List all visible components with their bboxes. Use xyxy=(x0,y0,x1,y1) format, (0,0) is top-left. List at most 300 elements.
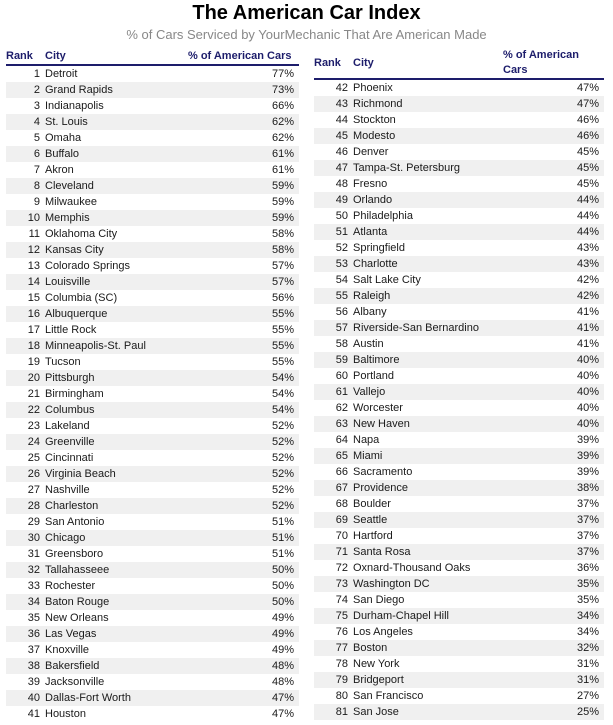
table-row xyxy=(6,210,299,226)
table-row xyxy=(6,386,299,402)
rank-cell: 48 xyxy=(335,178,348,190)
rank-cell: 37 xyxy=(27,644,40,656)
table-row xyxy=(314,528,604,544)
table-row xyxy=(6,114,299,130)
table-row xyxy=(314,272,604,288)
rank-cell: 33 xyxy=(27,580,40,592)
city-cell: Bakersfield xyxy=(45,658,188,674)
percent-cell: 39% xyxy=(503,448,604,464)
table-row xyxy=(314,160,604,176)
rank-cell: 40 xyxy=(6,690,45,706)
percent-cell: 44% xyxy=(503,224,604,240)
percent-cell: 54% xyxy=(271,388,294,400)
rank-cell: 4 xyxy=(6,114,45,130)
city-cell: Knoxville xyxy=(45,644,90,656)
percent-cell: 42% xyxy=(503,288,604,304)
table-row xyxy=(6,690,299,706)
rank-cell: 27 xyxy=(27,484,40,496)
table-row xyxy=(6,562,299,578)
city-cell: Riverside-San Bernardino xyxy=(353,320,503,336)
rank-cell: 51 xyxy=(314,224,353,240)
percent-cell: 40% xyxy=(503,384,604,400)
table-row xyxy=(6,418,299,434)
percent-cell: 45% xyxy=(503,160,604,176)
table-row xyxy=(314,400,604,416)
rank-cell: 18 xyxy=(6,338,45,354)
table-row xyxy=(6,338,299,354)
table-row xyxy=(314,640,604,656)
table-row xyxy=(6,306,299,322)
rank-cell: 10 xyxy=(6,210,45,226)
rank-cell: 62 xyxy=(335,402,348,414)
percent-cell: 43% xyxy=(576,242,599,254)
percent-cell: 31% xyxy=(576,658,599,670)
city-cell: Buffalo xyxy=(45,146,188,162)
ranking-table-left xyxy=(6,48,299,722)
table-row xyxy=(314,128,604,144)
rank-cell: 72 xyxy=(335,562,348,574)
rank-cell: 42 xyxy=(335,82,348,94)
city-cell: Los Angeles xyxy=(353,626,413,638)
city-cell: Pittsburgh xyxy=(45,370,188,386)
percent-cell: 50% xyxy=(271,580,294,592)
rank-cell: 3 xyxy=(33,100,40,112)
city-cell: Boston xyxy=(353,640,503,656)
rank-cell: 17 xyxy=(27,324,40,336)
percent-cell: 57% xyxy=(188,274,299,290)
table-row xyxy=(6,546,299,562)
table-row xyxy=(314,79,604,96)
percent-cell: 27% xyxy=(576,690,599,702)
city-cell: Vallejo xyxy=(353,384,503,400)
rank-cell: 23 xyxy=(27,420,40,432)
percent-cell: 47% xyxy=(271,708,294,720)
rank-cell: 76 xyxy=(335,626,348,638)
percent-cell: 52% xyxy=(271,484,294,496)
rank-cell: 52 xyxy=(335,242,348,254)
percent-cell: 46% xyxy=(503,128,604,144)
table-row xyxy=(6,98,299,114)
percent-cell: 35% xyxy=(503,576,604,592)
city-cell: Orlando xyxy=(353,192,503,208)
table-row xyxy=(314,656,604,672)
city-cell: Indianapolis xyxy=(45,100,104,112)
table-row xyxy=(314,112,604,128)
table-row xyxy=(6,594,299,610)
city-cell: Oxnard-Thousand Oaks xyxy=(353,562,471,574)
table-row xyxy=(6,258,299,274)
table-row xyxy=(314,560,604,576)
percent-cell: 50% xyxy=(188,594,299,610)
rank-cell: 66 xyxy=(335,466,348,478)
rank-cell: 35 xyxy=(27,612,40,624)
percent-cell: 49% xyxy=(271,644,294,656)
percent-cell: 37% xyxy=(576,498,599,510)
rank-cell: 69 xyxy=(314,512,353,528)
city-cell: Greenville xyxy=(45,434,188,450)
percent-cell: 38% xyxy=(503,480,604,496)
percent-cell: 58% xyxy=(271,228,294,240)
city-cell: Durham-Chapel Hill xyxy=(353,608,503,624)
rank-cell: 57 xyxy=(314,320,353,336)
rank-cell: 15 xyxy=(27,292,40,304)
percent-cell: 54% xyxy=(188,370,299,386)
city-cell: Nashville xyxy=(45,484,90,496)
rank-cell: 47 xyxy=(314,160,353,176)
rank-cell: 59 xyxy=(314,352,353,368)
table-row xyxy=(314,688,604,704)
city-cell: Worcester xyxy=(353,402,403,414)
percent-cell: 55% xyxy=(188,338,299,354)
table-row xyxy=(314,240,604,256)
city-cell: Chicago xyxy=(45,530,188,546)
percent-cell: 77% xyxy=(271,68,294,80)
table-row xyxy=(6,530,299,546)
percent-cell: 61% xyxy=(188,146,299,162)
rank-cell: 9 xyxy=(33,196,40,208)
city-cell: Kansas City xyxy=(45,242,188,258)
percent-cell: 43% xyxy=(503,256,604,272)
city-column-header: City xyxy=(45,48,188,65)
table-row xyxy=(6,146,299,162)
city-cell: Milwaukee xyxy=(45,196,97,208)
city-cell: Tampa-St. Petersburg xyxy=(353,160,503,176)
city-cell: Colorado Springs xyxy=(45,260,130,272)
table-row xyxy=(314,288,604,304)
percent-cell: 37% xyxy=(576,530,599,542)
percent-cell: 59% xyxy=(188,210,299,226)
percent-cell: 47% xyxy=(503,96,604,112)
percent-cell: 59% xyxy=(188,178,299,194)
rank-cell: 44 xyxy=(335,114,348,126)
percent-cell: 40% xyxy=(576,370,599,382)
percent-cell: 40% xyxy=(503,416,604,432)
table-row xyxy=(314,208,604,224)
city-cell: Louisville xyxy=(45,274,188,290)
percent-cell: 73% xyxy=(188,82,299,98)
city-cell: Austin xyxy=(353,338,384,350)
rank-cell: 38 xyxy=(6,658,45,674)
table-row xyxy=(6,274,299,290)
percent-cell: 37% xyxy=(503,512,604,528)
table-row xyxy=(314,96,604,112)
city-cell: Bridgeport xyxy=(353,672,503,688)
percent-cell: 40% xyxy=(503,352,604,368)
percent-cell: 51% xyxy=(271,548,294,560)
table-row xyxy=(6,706,299,722)
table-row xyxy=(6,322,299,338)
city-cell: Washington DC xyxy=(353,576,503,592)
city-cell: Charleston xyxy=(45,498,188,514)
rank-cell: 25 xyxy=(27,452,40,464)
percent-cell: 45% xyxy=(576,146,599,158)
table-row xyxy=(6,610,299,626)
percent-cell: 47% xyxy=(188,690,299,706)
percent-cell: 66% xyxy=(271,100,294,112)
percent-cell: 31% xyxy=(503,672,604,688)
percent-cell: 39% xyxy=(576,466,599,478)
table-row xyxy=(6,482,299,498)
table-row xyxy=(314,256,604,272)
rank-cell: 74 xyxy=(335,594,348,606)
table-row xyxy=(314,224,604,240)
city-cell: Oklahoma City xyxy=(45,228,118,240)
rank-cell: 70 xyxy=(335,530,348,542)
city-cell: Detroit xyxy=(45,68,78,80)
rank-column-header: Rank xyxy=(6,48,45,65)
percent-cell: 49% xyxy=(271,612,294,624)
percent-cell: 32% xyxy=(503,640,604,656)
percent-cell: 59% xyxy=(271,196,294,208)
percent-cell: 52% xyxy=(188,498,299,514)
city-cell: Charlotte xyxy=(353,256,503,272)
table-row xyxy=(314,336,604,352)
city-cell: Virginia Beach xyxy=(45,466,188,482)
city-cell: Rochester xyxy=(45,580,96,592)
rank-cell: 64 xyxy=(335,434,348,446)
table-row xyxy=(314,512,604,528)
table-row xyxy=(314,192,604,208)
city-cell: Boulder xyxy=(353,498,391,510)
table-row xyxy=(314,384,604,400)
city-cell: Akron xyxy=(45,164,74,176)
percent-cell: 36% xyxy=(576,562,599,574)
rank-cell: 41 xyxy=(27,708,40,720)
rank-cell: 75 xyxy=(314,608,353,624)
table-row xyxy=(6,290,299,306)
rank-cell: 46 xyxy=(335,146,348,158)
percent-cell: 52% xyxy=(188,434,299,450)
table-row xyxy=(6,658,299,674)
table-row xyxy=(6,642,299,658)
table-row xyxy=(314,624,604,640)
city-cell: Hartford xyxy=(353,530,393,542)
city-cell: San Jose xyxy=(353,704,503,720)
rank-cell: 31 xyxy=(27,548,40,560)
city-cell: Philadelphia xyxy=(353,210,413,222)
rank-cell: 14 xyxy=(6,274,45,290)
city-cell: San Francisco xyxy=(353,690,424,702)
city-cell: Minneapolis-St. Paul xyxy=(45,338,188,354)
rank-cell: 22 xyxy=(6,402,45,418)
rank-cell: 12 xyxy=(6,242,45,258)
table-row xyxy=(6,402,299,418)
rank-cell: 45 xyxy=(314,128,353,144)
table-row xyxy=(6,498,299,514)
city-cell: Albuquerque xyxy=(45,306,188,322)
table-row xyxy=(314,464,604,480)
rank-cell: 80 xyxy=(335,690,348,702)
table-row xyxy=(314,480,604,496)
table-row xyxy=(314,608,604,624)
table-row xyxy=(314,592,604,608)
table-row xyxy=(6,514,299,530)
table-row xyxy=(314,304,604,320)
city-cell: St. Louis xyxy=(45,114,188,130)
percent-cell: 41% xyxy=(576,306,599,318)
percent-cell: 41% xyxy=(576,338,599,350)
table-row xyxy=(6,162,299,178)
table-row xyxy=(314,368,604,384)
city-cell: Columbus xyxy=(45,402,188,418)
table-row xyxy=(314,672,604,688)
table-row xyxy=(6,578,299,594)
percent-cell: 37% xyxy=(503,544,604,560)
table-row xyxy=(314,544,604,560)
percent-cell: 39% xyxy=(576,434,599,446)
city-cell: Houston xyxy=(45,708,86,720)
percent-cell: 25% xyxy=(503,704,604,720)
rank-cell: 54 xyxy=(335,274,348,286)
table-row xyxy=(6,674,299,690)
percent-cell: 44% xyxy=(576,210,599,222)
city-cell: Memphis xyxy=(45,210,188,226)
table-row xyxy=(6,178,299,194)
percent-cell: 45% xyxy=(576,178,599,190)
percent-cell: 55% xyxy=(271,356,294,368)
rank-cell: 67 xyxy=(314,480,353,496)
percent-cell: 47% xyxy=(576,82,599,94)
table-row xyxy=(314,432,604,448)
rank-cell: 60 xyxy=(335,370,348,382)
percent-cell: 49% xyxy=(188,626,299,642)
page-subtitle: % of Cars Serviced by YourMechanic That Are American Made xyxy=(126,27,487,42)
rank-cell: 28 xyxy=(6,498,45,514)
rank-cell: 24 xyxy=(6,434,45,450)
city-cell: San Diego xyxy=(353,594,405,606)
percent-column-header: % of American Cars xyxy=(503,48,604,79)
table-row xyxy=(6,370,299,386)
rank-cell: 7 xyxy=(33,164,40,176)
rank-cell: 16 xyxy=(6,306,45,322)
rank-cell: 55 xyxy=(314,288,353,304)
table-row xyxy=(314,416,604,432)
rank-cell: 79 xyxy=(314,672,353,688)
rank-cell: 26 xyxy=(6,466,45,482)
city-cell: Greensboro xyxy=(45,548,104,560)
city-cell: Cincinnati xyxy=(45,452,94,464)
rank-cell: 11 xyxy=(28,228,40,240)
rank-cell: 2 xyxy=(6,82,45,98)
percent-cell: 40% xyxy=(576,402,599,414)
table-row xyxy=(6,450,299,466)
table-row xyxy=(6,130,299,146)
city-cell: San Antonio xyxy=(45,516,105,528)
city-cell: Seattle xyxy=(353,512,503,528)
table-row xyxy=(314,176,604,192)
rank-cell: 5 xyxy=(33,132,40,144)
city-cell: Tallahasseee xyxy=(45,562,188,578)
rank-cell: 81 xyxy=(314,704,353,720)
percent-cell: 52% xyxy=(188,466,299,482)
city-cell: Baton Rouge xyxy=(45,594,188,610)
percent-cell: 54% xyxy=(188,402,299,418)
city-cell: Stockton xyxy=(353,114,396,126)
city-cell: Columbia (SC) xyxy=(45,292,118,304)
table-row xyxy=(314,576,604,592)
rank-cell: 21 xyxy=(27,388,40,400)
city-cell: Portland xyxy=(353,370,394,382)
table-header-row xyxy=(6,48,299,65)
percent-cell: 48% xyxy=(271,676,294,688)
percent-cell: 34% xyxy=(576,626,599,638)
city-cell: Salt Lake City xyxy=(353,274,421,286)
percent-cell: 57% xyxy=(271,260,294,272)
rank-cell: 78 xyxy=(335,658,348,670)
table-row xyxy=(314,144,604,160)
city-cell: Jacksonville xyxy=(45,676,105,688)
percent-cell: 41% xyxy=(503,320,604,336)
table-row xyxy=(6,626,299,642)
percent-cell: 52% xyxy=(271,452,294,464)
rank-cell: 8 xyxy=(6,178,45,194)
rank-column-header: Rank xyxy=(314,48,353,79)
city-cell: Springfield xyxy=(353,242,405,254)
city-column-header: City xyxy=(353,48,503,79)
city-cell: Providence xyxy=(353,480,503,496)
rank-cell: 77 xyxy=(314,640,353,656)
rank-cell: 19 xyxy=(27,356,40,368)
percent-cell: 34% xyxy=(503,608,604,624)
city-cell: Lakeland xyxy=(45,420,90,432)
table-row xyxy=(314,320,604,336)
rank-cell: 49 xyxy=(314,192,353,208)
city-cell: Santa Rosa xyxy=(353,544,503,560)
rank-cell: 73 xyxy=(314,576,353,592)
city-cell: Denver xyxy=(353,146,389,158)
rank-cell: 58 xyxy=(335,338,348,350)
rank-cell: 20 xyxy=(6,370,45,386)
city-cell: Cleveland xyxy=(45,178,188,194)
city-cell: Baltimore xyxy=(353,352,503,368)
city-cell: Omaha xyxy=(45,132,82,144)
percent-cell: 50% xyxy=(188,562,299,578)
rank-cell: 39 xyxy=(27,676,40,688)
city-cell: Fresno xyxy=(353,178,388,190)
table-row xyxy=(6,242,299,258)
rank-cell: 32 xyxy=(6,562,45,578)
table-row xyxy=(6,194,299,210)
table-row xyxy=(314,496,604,512)
percent-cell: 35% xyxy=(576,594,599,606)
rank-cell: 13 xyxy=(27,260,40,272)
city-cell: Albany xyxy=(353,306,387,318)
rank-cell: 1 xyxy=(33,68,40,80)
percent-cell: 46% xyxy=(576,114,599,126)
city-cell: Dallas-Fort Worth xyxy=(45,690,188,706)
table-header-row xyxy=(314,48,604,79)
percent-cell: 48% xyxy=(188,658,299,674)
percent-cell: 51% xyxy=(271,516,294,528)
rank-cell: 71 xyxy=(314,544,353,560)
city-cell: Sacramento xyxy=(353,466,413,478)
city-cell: Miami xyxy=(353,448,503,464)
rank-cell: 43 xyxy=(314,96,353,112)
rank-cell: 53 xyxy=(314,256,353,272)
city-cell: Modesto xyxy=(353,128,503,144)
table-row xyxy=(6,434,299,450)
city-cell: Grand Rapids xyxy=(45,82,188,98)
table-row xyxy=(6,65,299,82)
city-cell: Atlanta xyxy=(353,224,503,240)
table-row xyxy=(6,466,299,482)
rank-cell: 34 xyxy=(6,594,45,610)
percent-cell: 55% xyxy=(188,306,299,322)
table-row xyxy=(6,82,299,98)
percent-cell: 55% xyxy=(271,324,294,336)
city-cell: Raleigh xyxy=(353,288,503,304)
city-cell: New Haven xyxy=(353,416,503,432)
